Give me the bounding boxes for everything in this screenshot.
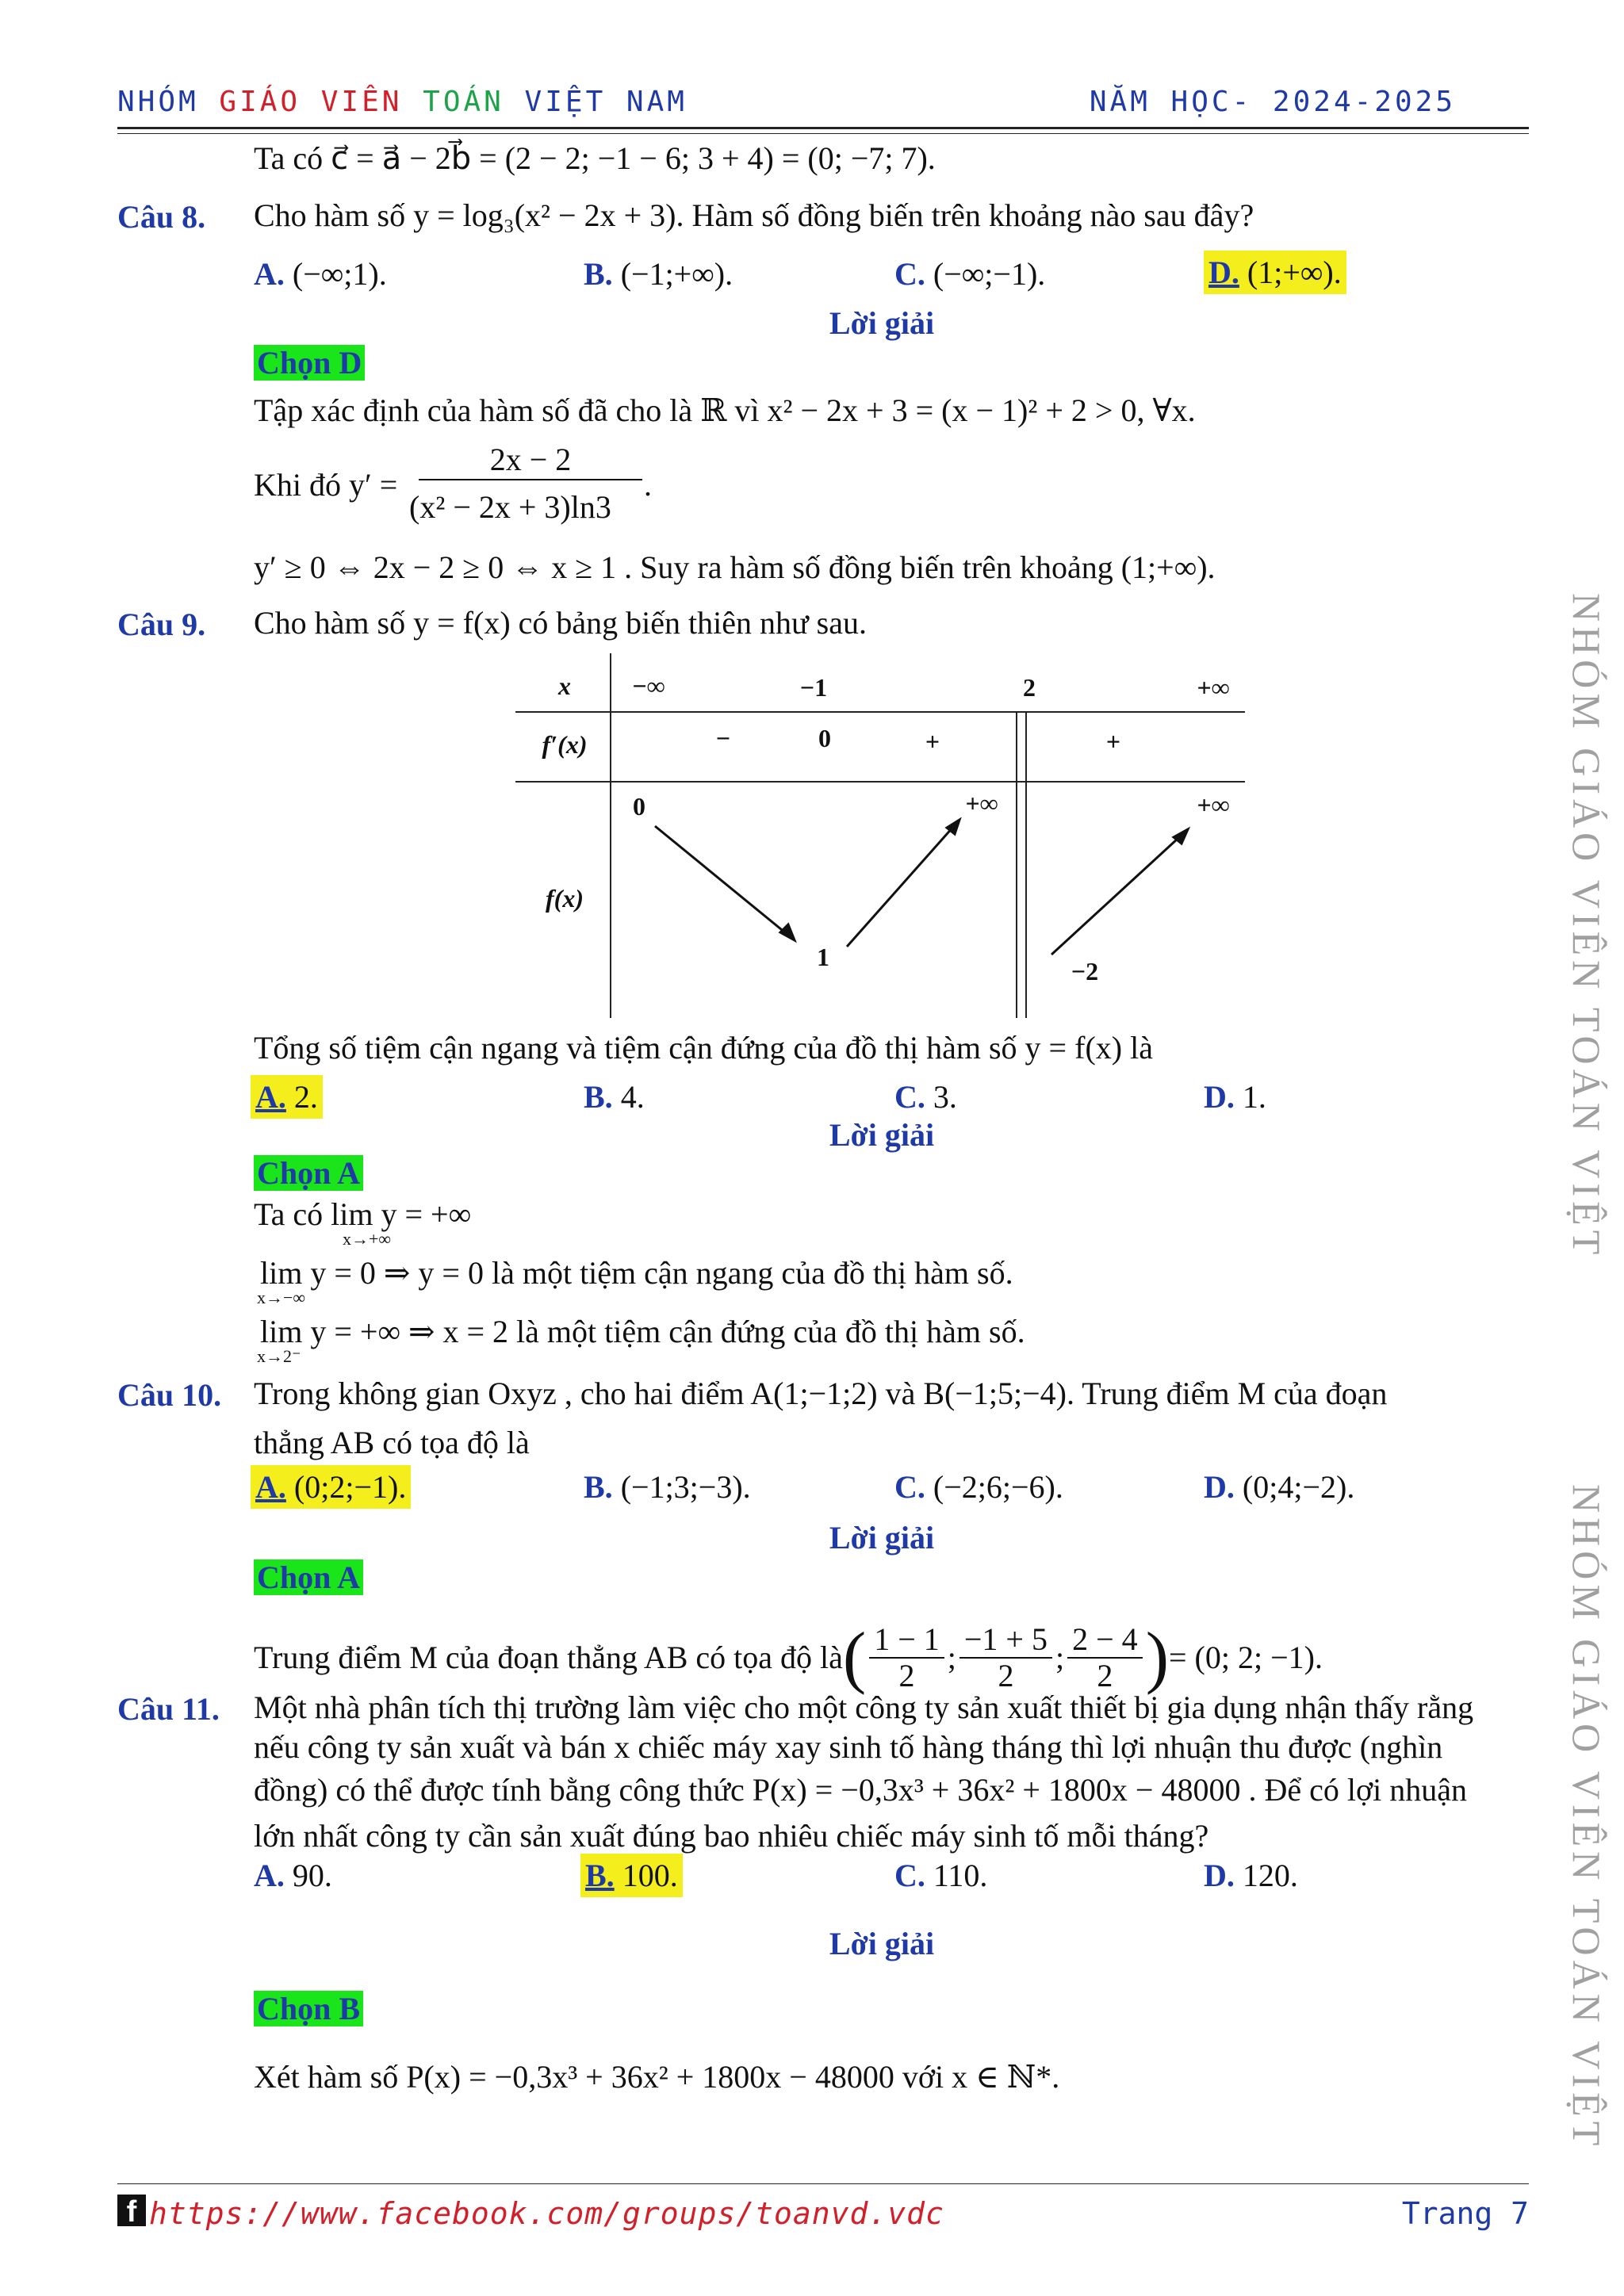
table-f-value-4: +∞ xyxy=(1197,790,1230,819)
q11-option-b-text: 100. xyxy=(622,1858,678,1893)
q10-frac-2-num: −1 + 5 xyxy=(959,1622,1052,1659)
q11-option-d-letter: D. xyxy=(1204,1858,1235,1893)
q8-derivative-numerator: 2x − 2 xyxy=(419,441,642,480)
table-f-value-2: 1 xyxy=(817,943,829,971)
header-toan: TOÁN xyxy=(423,86,504,118)
q9-line-2: lim y = 0 ⇒ y = 0 là một tiệm cận ngang của đồ thị hàm số. xyxy=(260,1255,1013,1291)
table-x-value-3: 2 xyxy=(1023,673,1036,702)
q10-option-c-letter: C. xyxy=(894,1469,925,1505)
q10-label: Câu 10. xyxy=(117,1377,222,1413)
q8-stem: Cho hàm số y = log₃(x² − 2x + 3). Hàm số đồng biến trên khoảng nào sau đây? xyxy=(254,197,1254,233)
q10-stem-2: thẳng AB có tọa độ là xyxy=(254,1425,530,1460)
q10-option-a-text: (0;2;−1). xyxy=(293,1469,407,1505)
q11-option-a[interactable] xyxy=(254,1857,332,1894)
q11-option-c[interactable] xyxy=(894,1857,987,1894)
table-x-value-2: −1 xyxy=(799,673,828,702)
q9-option-c-letter: C. xyxy=(894,1079,925,1115)
q8-option-d-text: (1;+∞). xyxy=(1247,254,1342,290)
q10-chosen-badge: Chọn A xyxy=(254,1559,363,1595)
q11-option-b-letter: B. xyxy=(585,1858,615,1893)
q10-option-d-letter: D. xyxy=(1204,1469,1235,1505)
q11-stem-3: đồng) có thể được tính bằng công thức P(x) = −0,3x³ + 36x² + 1800x − 48000 . Để có lợi nhuận xyxy=(254,1772,1467,1808)
q8-derivative-period: . xyxy=(644,467,652,503)
q9-lim-sub-3: x→2⁻ xyxy=(257,1346,301,1366)
q10-midpoint-prefix: Trung điểm M của đoạn thẳng AB có tọa độ là xyxy=(254,1640,843,1675)
q10-stem-1: Trong không gian Oxyz , cho hai điểm A(1;−1;2) và B(−1;5;−4). Trung điểm M của đoạn xyxy=(254,1376,1388,1411)
q9-line-3: lim y = +∞ ⇒ x = 2 là một tiệm cận đứng của đồ thị hàm số. xyxy=(260,1314,1025,1349)
q10-option-d[interactable] xyxy=(1204,1468,1354,1506)
q10-option-d-text: (0;4;−2). xyxy=(1242,1469,1355,1505)
q10-option-c[interactable] xyxy=(894,1468,1063,1506)
q9-option-d-text: 1. xyxy=(1242,1079,1266,1115)
q11-option-d-text: 120. xyxy=(1242,1858,1298,1893)
q8-option-a-text: (−∞;1). xyxy=(292,256,387,292)
q10-frac-3-num: 2 − 4 xyxy=(1067,1622,1143,1659)
side-watermark-2: NHÓM GIÁO VIÊN TOÁN VIỆT xyxy=(1565,1484,1609,2151)
q11-stem-4: lớn nhất công ty cần sản xuất đúng bao nhiêu chiếc máy sinh tố mỗi tháng? xyxy=(254,1818,1209,1854)
arrow-decreasing xyxy=(655,826,795,940)
q8-line-conclusion: y′ ≥ 0 ⇔ 2x − 2 ≥ 0 ⇔ x ≥ 1 . Suy ra hàm số đồng biến trên khoảng (1;+∞). xyxy=(254,549,1216,585)
q11-line: Xét hàm số P(x) = −0,3x³ + 36x² + 1800x − 48000 với x ∈ ℕ*. xyxy=(254,2059,1060,2095)
q10-option-a-correct[interactable] xyxy=(251,1465,411,1509)
table-f-value-3: +∞ xyxy=(965,789,998,817)
side-watermark-1: NHÓM GIÁO VIÊN TOÁN VIỆT xyxy=(1565,593,1609,1260)
table-fprime-label: f′(x) xyxy=(542,730,588,759)
q10-frac-2-den: 2 xyxy=(998,1657,1014,1693)
q8-option-b-text: (−1;+∞). xyxy=(620,256,733,292)
q8-option-d-letter: D. xyxy=(1208,254,1239,290)
q9-option-c[interactable] xyxy=(894,1078,957,1115)
header-viet-nam: VIỆT NAM xyxy=(524,86,688,118)
q11-option-b-correct[interactable] xyxy=(580,1854,683,1897)
q10-frac-1 xyxy=(869,1622,944,1693)
q10-frac-3-den: 2 xyxy=(1097,1657,1113,1693)
q10-frac-1-den: 2 xyxy=(898,1657,915,1693)
q11-option-a-letter: A. xyxy=(254,1858,285,1893)
q10-frac-1-num: 1 − 1 xyxy=(869,1622,944,1659)
q8-option-c-text: (−∞;−1). xyxy=(933,256,1046,292)
q10-option-a-letter: A. xyxy=(255,1469,286,1505)
q10-midpoint-suffix: = (0; 2; −1). xyxy=(1169,1640,1323,1675)
q8-option-c-letter: C. xyxy=(894,256,925,292)
table-sign-1: − xyxy=(715,724,731,752)
arrow-decreasing-head xyxy=(780,924,795,940)
table-sign-2: + xyxy=(925,727,940,756)
table-f-label: f(x) xyxy=(546,884,584,913)
q9-label: Câu 9. xyxy=(117,607,206,642)
variation-table xyxy=(515,653,1253,1018)
table-x-value-1: −∞ xyxy=(632,672,665,700)
table-sign-3: + xyxy=(1105,727,1121,756)
q11-stem-1: Một nhà phân tích thị trường làm việc cho một công ty sản xuất thiết bị gia dụng nhận thấy rằng xyxy=(254,1689,1474,1725)
q11-option-a-text: 90. xyxy=(292,1858,332,1893)
q9-option-b[interactable] xyxy=(584,1078,645,1115)
q9-solution-title: Lời giải xyxy=(829,1117,935,1153)
q8-derivative-denominator: (x² − 2x + 3)ln3 xyxy=(409,489,611,525)
table-x-value-4: +∞ xyxy=(1197,673,1230,702)
q9-option-d[interactable] xyxy=(1204,1078,1266,1115)
q11-option-c-text: 110. xyxy=(933,1858,988,1893)
intro-line: Ta có c⃗ = a⃗ − 2b⃗ = (2 − 2; −1 − 6; 3 + 4) = (0; −7; 7). xyxy=(254,140,936,176)
q9-option-d-letter: D. xyxy=(1204,1079,1235,1115)
q9-stem: Cho hàm số y = f(x) có bảng biến thiên như sau. xyxy=(254,605,867,641)
q10-solution-title: Lời giải xyxy=(829,1520,935,1556)
q8-option-a-letter: A. xyxy=(254,256,285,292)
q8-line-domain: Tập xác định của hàm số đã cho là ℝ vì x² − 2x + 3 = (x − 1)² + 2 > 0, ∀x. xyxy=(254,392,1196,428)
q8-line-derivative-label: Khi đó y′ = xyxy=(254,467,398,503)
footer-rule xyxy=(117,2183,1529,2184)
footer-facebook-link[interactable]: https://www.facebook.com/groups/toanvd.vdc xyxy=(149,2196,944,2231)
table-sign-zero: 0 xyxy=(818,724,831,752)
q11-stem-2: nếu công ty sản xuất và bán x chiếc máy xay sinh tố hàng tháng thì lợi nhuận thu được (nghìn xyxy=(254,1729,1443,1765)
q8-option-b[interactable] xyxy=(584,255,733,293)
header-year: NĂM HỌC- 2024-2025 xyxy=(1089,86,1456,118)
q9-option-b-letter: B. xyxy=(584,1079,613,1115)
q10-option-b-text: (−1;3;−3). xyxy=(620,1469,751,1505)
q10-open-paren: ( xyxy=(842,1619,867,1696)
header-title xyxy=(117,86,688,118)
arrow-increasing-2 xyxy=(1051,829,1188,955)
header-giao-vien: GIÁO VIÊN xyxy=(219,86,403,118)
q8-option-b-letter: B. xyxy=(584,256,613,292)
q9-chosen-badge: Chọn A xyxy=(254,1155,363,1191)
q10-close-paren: ) xyxy=(1145,1619,1169,1696)
q8-chosen-badge: Chọn D xyxy=(254,345,365,381)
q10-midpoint-line: Trung điểm M của đoạn thẳng AB có tọa độ là ( $\frac{1 - 1}{2}$ ; $\frac{-1 + 5}{2}$ ; $\frac{2 - 4}{2}$ ) = (0; 2; −1). xyxy=(254,1619,1323,1696)
q9-lim-sub-2: x→−∞ xyxy=(257,1288,306,1307)
q8-option-d-correct[interactable] xyxy=(1204,251,1346,294)
footer-page-number: Trang 7 xyxy=(1401,2196,1529,2231)
q9-question: Tổng số tiệm cận ngang và tiệm cận đứng của đồ thị hàm số y = f(x) là xyxy=(254,1030,1153,1066)
q11-label: Câu 11. xyxy=(117,1691,220,1727)
q10-option-b[interactable] xyxy=(584,1468,751,1506)
q8-label: Câu 8. xyxy=(117,199,206,235)
table-x-label: x xyxy=(558,672,571,700)
q9-line-1: Ta có lim y = +∞ xyxy=(254,1196,472,1232)
q10-option-b-letter: B. xyxy=(584,1469,613,1505)
q9-option-c-text: 3. xyxy=(933,1079,957,1115)
header-nhom: NHÓM xyxy=(117,86,199,118)
q10-option-c-text: (−2;6;−6). xyxy=(933,1469,1063,1505)
table-f-value-1: 0 xyxy=(633,792,645,821)
facebook-icon: f xyxy=(117,2195,146,2226)
q9-option-b-text: 4. xyxy=(620,1079,645,1115)
q10-frac-3 xyxy=(1067,1622,1143,1693)
q11-chosen-badge: Chọn B xyxy=(254,1991,363,2026)
q8-option-c[interactable] xyxy=(894,255,1045,293)
q11-solution-title: Lời giải xyxy=(829,1926,935,1961)
q9-option-a-letter: A. xyxy=(255,1079,286,1115)
table-f-value-5: −2 xyxy=(1071,957,1099,985)
header-rule xyxy=(117,127,1529,129)
q8-solution-title: Lời giải xyxy=(829,305,935,341)
arrow-increasing-1 xyxy=(847,820,959,947)
q11-option-d[interactable] xyxy=(1204,1857,1298,1894)
q9-option-a-text: 2. xyxy=(293,1079,318,1115)
q11-option-c-letter: C. xyxy=(894,1858,925,1893)
header-rule-thin xyxy=(117,133,1529,134)
q9-option-a-correct[interactable] xyxy=(251,1075,323,1119)
q8-option-a[interactable] xyxy=(254,255,387,293)
q10-frac-2 xyxy=(959,1622,1052,1693)
q9-lim-sub-1: x→+∞ xyxy=(343,1229,392,1249)
